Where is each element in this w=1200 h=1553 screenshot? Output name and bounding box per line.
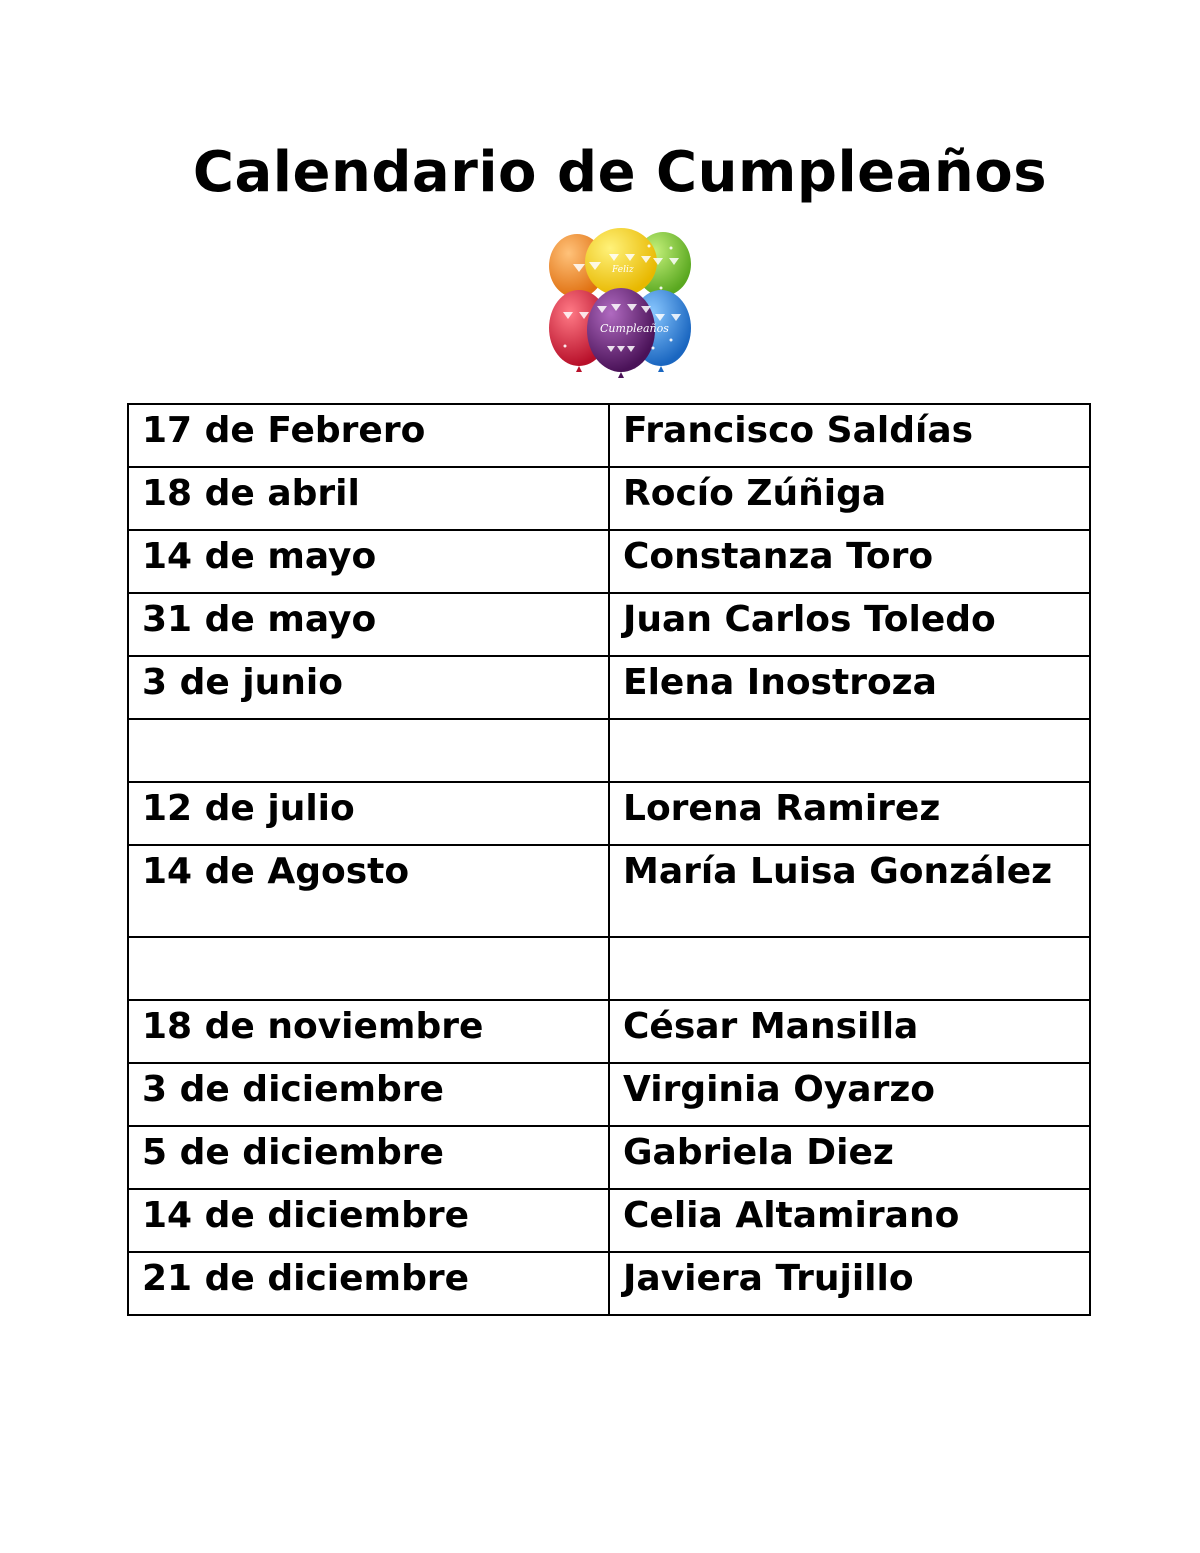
birthday-date xyxy=(128,937,609,1000)
table-row xyxy=(128,719,1090,782)
table-row xyxy=(128,404,1090,467)
birthday-name: María Luisa González xyxy=(609,845,1090,937)
page-title: Calendario de Cumpleaños xyxy=(192,140,1048,205)
birthday-date: 12 de julio xyxy=(128,782,609,845)
birthday-date: 17 de Febrero xyxy=(128,404,609,467)
birthday-name: César Mansilla xyxy=(609,1000,1090,1063)
birthday-date: 14 de Agosto xyxy=(128,845,609,937)
birthday-name: Lorena Ramirez xyxy=(609,782,1090,845)
birthday-date: 14 de diciembre xyxy=(128,1189,609,1252)
table-row xyxy=(128,656,1090,719)
birthday-name: Rocío Zúñiga xyxy=(609,467,1090,530)
birthday-date: 14 de mayo xyxy=(128,530,609,593)
birthday-name xyxy=(609,719,1090,782)
birthday-name: Juan Carlos Toledo xyxy=(609,593,1090,656)
birthday-date xyxy=(128,719,609,782)
table-row xyxy=(128,467,1090,530)
table-row xyxy=(128,593,1090,656)
table-row xyxy=(128,1126,1090,1189)
table-row xyxy=(128,1000,1090,1063)
table-row xyxy=(128,782,1090,845)
table-row xyxy=(128,937,1090,1000)
birthday-date: 21 de diciembre xyxy=(128,1252,609,1315)
birthday-date: 3 de diciembre xyxy=(128,1063,609,1126)
svg-text:Cumpleaños: Cumpleaños xyxy=(600,322,669,335)
birthday-table xyxy=(127,403,1091,1316)
birthday-date: 18 de noviembre xyxy=(128,1000,609,1063)
table-row xyxy=(128,1252,1090,1315)
birthday-name: Constanza Toro xyxy=(609,530,1090,593)
birthday-name: Celia Altamirano xyxy=(609,1189,1090,1252)
birthday-date: 18 de abril xyxy=(128,467,609,530)
birthday-name: Javiera Trujillo xyxy=(609,1252,1090,1315)
birthday-name: Elena Inostroza xyxy=(609,656,1090,719)
birthday-date: 3 de junio xyxy=(128,656,609,719)
birthday-name: Gabriela Diez xyxy=(609,1126,1090,1189)
birthday-date: 5 de diciembre xyxy=(128,1126,609,1189)
table-row xyxy=(128,1189,1090,1252)
svg-text:Feliz: Feliz xyxy=(612,265,634,275)
table-row xyxy=(128,845,1090,937)
birthday-name: Francisco Saldías xyxy=(609,404,1090,467)
birthday-name: Virginia Oyarzo xyxy=(609,1063,1090,1126)
birthday-balloons-image xyxy=(545,228,695,380)
birthday-date: 31 de mayo xyxy=(128,593,609,656)
birthday-name xyxy=(609,937,1090,1000)
table-row xyxy=(128,1063,1090,1126)
table-row xyxy=(128,530,1090,593)
